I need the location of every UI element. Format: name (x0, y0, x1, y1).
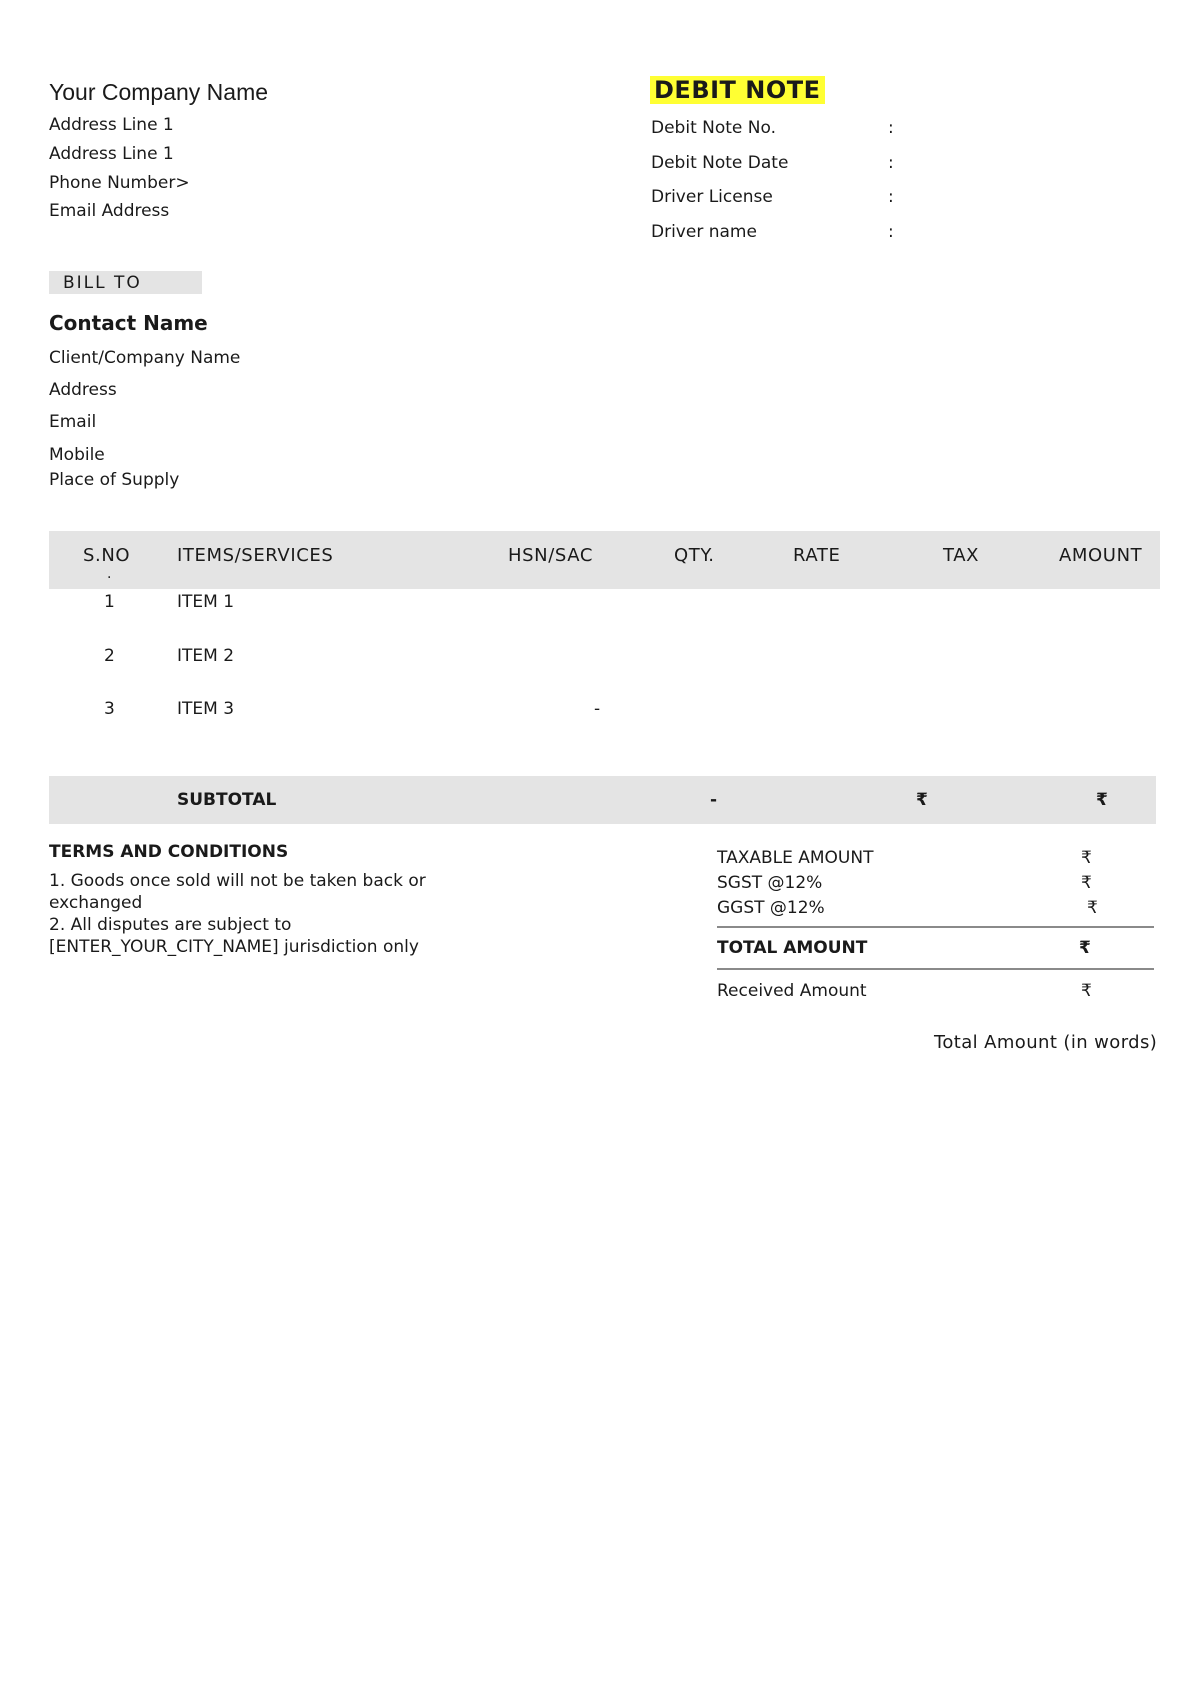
terms-line: 2. All disputes are subject to (49, 915, 292, 935)
driver-name-colon: : (888, 222, 894, 242)
bill-to-heading: BILL TO (49, 271, 202, 294)
row-sno: 2 (104, 646, 115, 666)
row-sno: 3 (104, 699, 115, 719)
total-amount-in-words: Total Amount (in words) (934, 1032, 1158, 1053)
driver-name-label: Driver name (651, 222, 757, 242)
column-header-qty: QTY. (674, 545, 715, 566)
terms-heading: TERMS AND CONDITIONS (49, 842, 289, 862)
row-item: ITEM 2 (177, 646, 235, 666)
debit-note-no-colon: : (888, 118, 894, 138)
subtotal-label: SUBTOTAL (177, 790, 277, 810)
terms-line: 1. Goods once sold will not be taken back or (49, 871, 426, 891)
received-amount-label: Received Amount (717, 981, 867, 1001)
ggst-label: GGST @12% (717, 898, 825, 918)
row-item: ITEM 3 (177, 699, 235, 719)
contact-name: Contact Name (49, 311, 208, 335)
total-amount-label: TOTAL AMOUNT (717, 938, 868, 958)
column-header-hsn: HSN/SAC (508, 545, 594, 566)
summary-divider (717, 926, 1154, 928)
company-name: Your Company Name (49, 79, 269, 105)
taxable-amount-value: ₹ (1081, 848, 1092, 868)
ggst-value: ₹ (1087, 898, 1098, 918)
driver-license-label: Driver License (651, 187, 773, 207)
debit-note-no-label: Debit Note No. (651, 118, 777, 138)
company-email: Email Address (49, 201, 170, 221)
row-item: ITEM 1 (177, 592, 235, 612)
sgst-value: ₹ (1081, 873, 1092, 893)
subtotal-qty: - (710, 790, 718, 810)
column-header-tax: TAX (943, 545, 980, 566)
subtotal-tax: ₹ (916, 790, 928, 810)
client-company-name: Client/Company Name (49, 348, 241, 368)
driver-license-colon: : (888, 187, 894, 207)
received-amount-value: ₹ (1081, 981, 1092, 1001)
column-header-amount: AMOUNT (1059, 545, 1143, 566)
company-phone: Phone Number> (49, 173, 190, 193)
column-header-sno-dot: . (107, 566, 112, 582)
place-of-supply: Place of Supply (49, 470, 180, 490)
total-amount-value: ₹ (1079, 938, 1091, 958)
row-sno: 1 (104, 592, 115, 612)
company-address-line-1: Address Line 1 (49, 115, 174, 135)
summary-divider (717, 968, 1154, 970)
column-header-items: ITEMS/SERVICES (177, 545, 334, 566)
row-hsn: - (594, 699, 601, 719)
client-email: Email (49, 412, 97, 432)
company-address-line-2: Address Line 1 (49, 144, 174, 164)
client-mobile: Mobile (49, 445, 105, 465)
column-header-rate: RATE (793, 545, 841, 566)
column-header-sno: S.NO (83, 545, 131, 566)
debit-note-date-colon: : (888, 153, 894, 173)
taxable-amount-label: TAXABLE AMOUNT (717, 848, 874, 868)
subtotal-amount: ₹ (1096, 790, 1108, 810)
client-address: Address (49, 380, 117, 400)
debit-note-date-label: Debit Note Date (651, 153, 789, 173)
document-title: DEBIT NOTE (650, 76, 825, 104)
sgst-label: SGST @12% (717, 873, 823, 893)
terms-line: [ENTER_YOUR_CITY_NAME] jurisdiction only (49, 937, 419, 957)
terms-line: exchanged (49, 893, 143, 913)
